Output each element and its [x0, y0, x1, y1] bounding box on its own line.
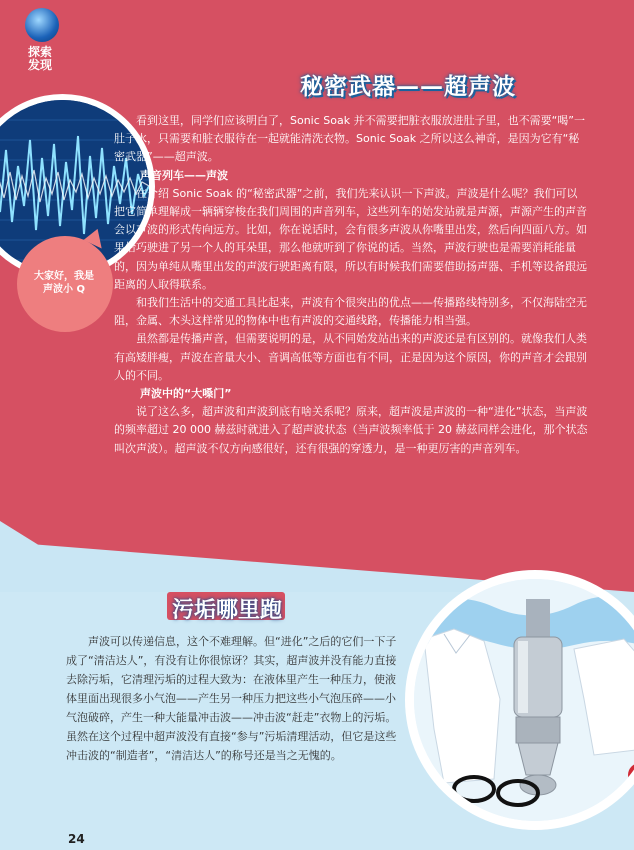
section2-title: 污垢哪里跑 [172, 597, 283, 623]
section2-body [66, 632, 404, 765]
section1-subheading-1: 声音列车——声波 [140, 168, 228, 182]
section-tag [28, 46, 52, 72]
section1-paragraph-5: 说了这么多，超声波和声波到底有啥关系呢？原来，超声波是声波的一种“进化”状态，当声波的频率超过 20 000 赫兹时就进入了超声波状态（当声波频率低于 20 赫兹同样会进化，那个状态叫次声波）。超声波不仅方向感很好，还有很强的穿透力，是一种更厉害的声音列车。 [114, 405, 588, 455]
globe-icon [25, 8, 59, 42]
section1-paragraph-1: 看到这里，同学们应该明白了，Sonic Soak 并不需要把脏衣服放进肚子里，也不需要“喝”一肚子水，只需要和脏衣服待在一起就能清洗衣物。Sonic Soak 之所以这么神奇，是因为它有“秘密武器”——超声波。 [114, 114, 585, 164]
section1-paragraph-3: 和我们生活中的交通工具比起来，声波有个很突出的优点——传播路线特别多，不仅海陆空无阻，金属、木头这样常见的物体中也有声波的交通线路，传播能力相当强。 [114, 296, 587, 328]
section-tag-line1: 探索 [28, 45, 53, 59]
section1-paragraph-4: 虽然都是传播声音，但需要说明的是，从不同始发站出来的声波还是有区别的。就像我们人类有高矮胖瘦，声波在音量大小、音调高低等方面也有不同，正是因为这个原因，你的声音才会跟别人的不同。 [114, 332, 587, 382]
section1-body [114, 112, 588, 458]
page-number: 24 [68, 832, 85, 846]
section1-paragraph-2: 在介绍 Sonic Soak 的“秘密武器”之前，我们先来认识一下声波。声波是什么呢？我们可以把它简单理解成一辆辆穿梭在我们周围的声音列车，这些列车的始发站就是声源，声源产生的声音会以声波的形式传向远方。比如，你在说话时，会有很多声波从你嘴里出发，然后向四面八方。如果恰巧驶进了另一个人的耳朵里，那么他就听到了你说的话。当然，声波行驶也是需要消耗能量的，因为单纯从嘴里出发的声波行驶距离有限，所以有时候我们需要借助扬声器、手机等设备跟远距离的人取得联系。 [114, 186, 587, 291]
section2-paragraph-1: 声波可以传递信息，这个不难理解。但“进化”之后的它们一下子成了“清洁达人”，有没有让你很惊讶？其实，超声波并没有能力直接去除污垢，它清理污垢的过程大致为：在液体里产生一种压力，使液体里面出现很多小气泡——产生另一种压力把这些小气泡压碎——小气泡破碎，产生一种大能量冲击波——冲击波“赶走”衣物上的污垢。虽然在这个过程中超声波没有直接“参与”污垢清理活动，但它是这些冲击波的“制造者”，“清洁达人”的称号还是当之无愧的。 [66, 635, 397, 762]
speech-bubble-line1: 大家好，我是 [34, 271, 94, 282]
section1-title: 秘密武器——超声波 [300, 73, 516, 100]
section1-subheading-2: 声波中的“大嗓门” [140, 387, 232, 401]
speech-bubble-text [24, 270, 104, 296]
section-tag-line2: 发现 [28, 58, 53, 72]
speech-bubble-line2: 声波小 Q [43, 284, 85, 295]
